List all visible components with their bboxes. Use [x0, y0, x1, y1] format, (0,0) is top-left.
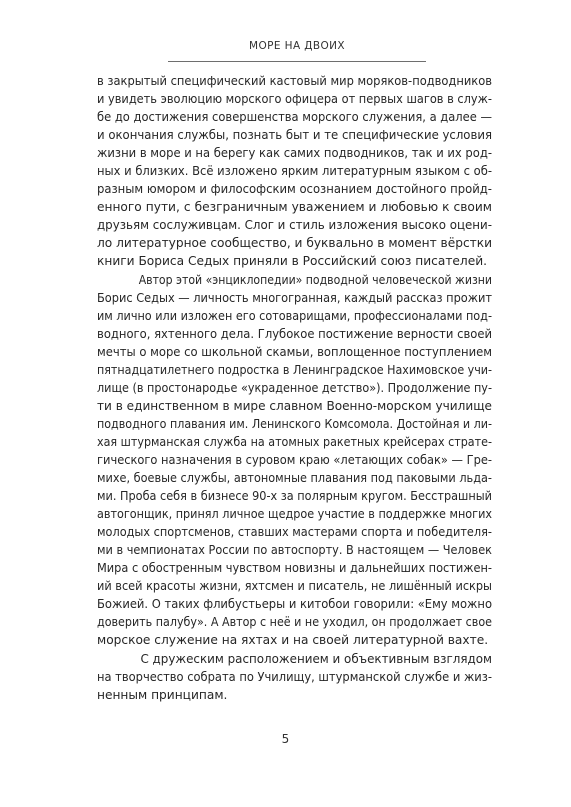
- text-line: пятнадцатилетнего подростка в Ленинградское Нахимовское учи-: [97, 362, 492, 377]
- text-line: ненным принципам.: [97, 687, 228, 702]
- text-line: ий всей красоты жизни, яхтсмен и писатель, не лишённый искры: [97, 579, 492, 594]
- text-line: ми. Проба себя в бизнесе 90-х за полярным кругом. Бесстрашный: [97, 489, 492, 504]
- page-number: 5: [281, 732, 290, 746]
- text-line: С дружеским расположением и объективным взглядом: [140, 651, 492, 666]
- text-line: морское служение на яхтах и на своей литературной вахте.: [97, 633, 489, 648]
- text-line: лище (в простонародье «украденное детство»). Продолжение пу-: [97, 380, 492, 395]
- paragraph: [97, 72, 492, 271]
- text-line: бе до достижения совершенства морского служения, а далее —: [97, 110, 492, 125]
- text-line: ти в единственном в мире славном Военно-морском училище: [97, 398, 492, 413]
- text-line: жизни в море и на берегу как самих подводников, так и их род-: [97, 146, 492, 161]
- text-line: Мира с обостренным чувством новизны и дальнейших постижен-: [97, 561, 492, 576]
- text-line: мечты о море со школьной скамьи, воплощенное поступлением: [97, 344, 492, 359]
- text-line: автогонщик, принял личное щедрое участие в поддержке многих: [97, 507, 492, 522]
- paragraph: [97, 650, 492, 704]
- text-line: михе, боевые службы, автономные плавания под паковыми льда-: [97, 471, 492, 486]
- body-text: [97, 72, 492, 704]
- text-line: Божией. О таких флибустьеры и китобои говорили: «Ему можно: [97, 597, 492, 612]
- text-line: и увидеть эволюцию морского офицера от первых шагов в служ-: [97, 92, 492, 107]
- header-rule: [168, 61, 426, 62]
- running-header: МОРЕ НА ДВОИХ: [249, 40, 345, 52]
- text-line: молодых спортсменов, ставших мастерами спорта и победителя-: [97, 525, 492, 540]
- text-line: ных и близких. Всё изложено ярким литературным языком с об-: [97, 164, 492, 179]
- text-line: ло литературное сообщество, и буквально в момент вёрстки: [97, 236, 492, 251]
- text-line: друзьям сослуживцам. Слог и стиль изложения высоко оцени-: [97, 218, 492, 233]
- text-line: разным юмором и философским осознанием достойного пройд-: [97, 182, 492, 197]
- text-line: енного пути, с безграничным уважением и любовью к своим: [97, 200, 492, 215]
- paragraph: [97, 271, 492, 650]
- text-line: гического назначения в суровом краю «летающих собак» — Гре-: [97, 452, 492, 467]
- text-line: книги Бориса Седых приняли в Российский союз писателей.: [97, 254, 488, 269]
- text-line: и окончания службы, познать быт и те специфические условия: [97, 128, 492, 143]
- text-line: в закрытый специфический кастовый мир моряков-подводников: [97, 74, 492, 88]
- text-line: подводного плавания им. Ленинского Комсомола. Достойная и ли-: [97, 416, 492, 431]
- text-line: доверить палубу». А Автор с неё и не уходил, он продолжает свое: [97, 615, 492, 630]
- text-line: им лично или изложен его сотоварищами, профессионалами под-: [97, 308, 492, 323]
- text-line: ми в чемпионатах России по автоспорту. В настоящем — Человек: [97, 543, 492, 558]
- text-line: Борис Седых — личность многогранная, каждый рассказ прожит: [97, 290, 492, 305]
- text-line: хая штурманская служба на атомных ракетных крейсерах страте-: [97, 434, 492, 449]
- text-line: на творчество собрата по Училищу, штурманской службе и жиз-: [97, 669, 492, 684]
- text-line: Автор этой «энциклопедии» подводной человеческой жизни: [138, 272, 492, 287]
- text-line: водного, яхтенного дела. Глубокое постижение верности своей: [97, 326, 492, 341]
